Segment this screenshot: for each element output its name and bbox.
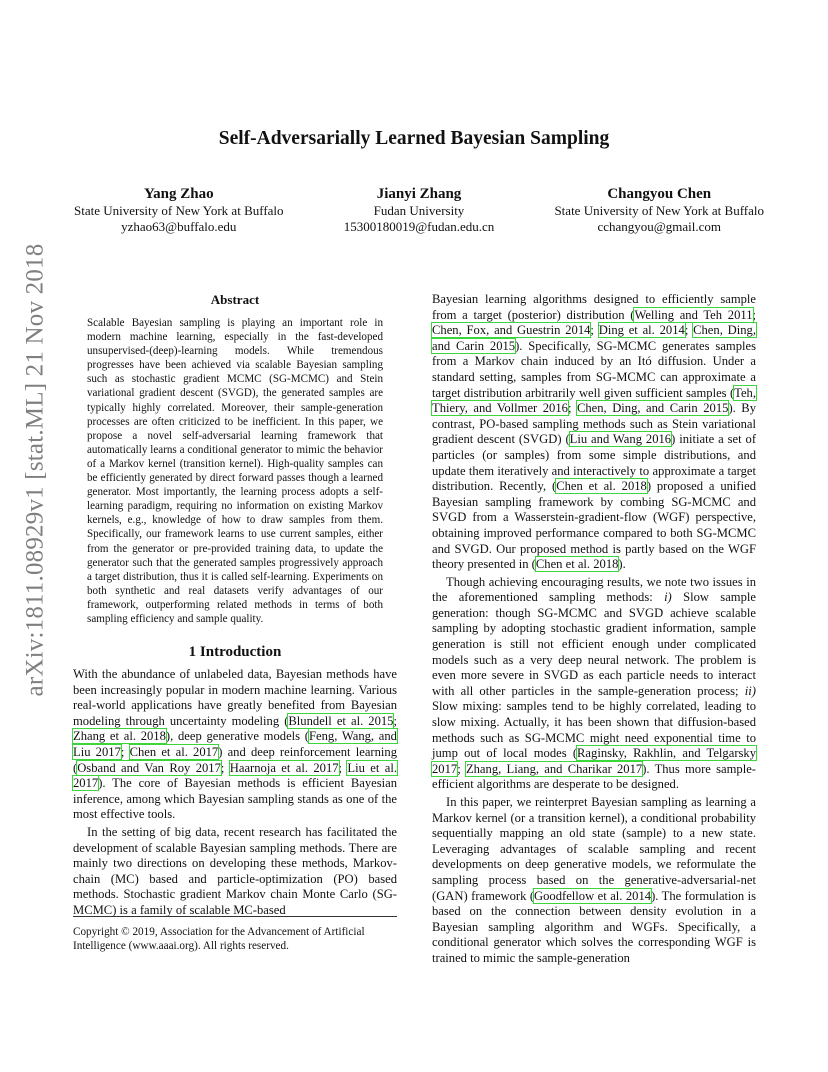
text: Bayesian learning algorithms designed to efficiently sample from a target (posterior) distribution ( [432, 292, 756, 322]
text: ). Specifically, SG-MCMC generates samples from a Markov chain induced by an Itó diffusion. Under a standard setting, samples from SG-MCMC can approximate a target distribution arbitrarily well given sufficient samples ( [432, 338, 756, 400]
arxiv-id: arXiv:1811.08929v1 [stat.ML] 21 Nov 2018 [21, 243, 48, 697]
citation-link[interactable]: Zhang, Liang, and Charikar 2017 [465, 761, 643, 776]
text: ), deep generative models ( [165, 729, 309, 744]
citation-link[interactable]: Haarnoja et al. 2017 [229, 760, 339, 775]
paper-title: Self-Adversarially Learned Bayesian Sampling [218, 128, 610, 149]
text: With the abundance of unlabeled data, Bayesian methods have been increasingly popular in modern machine learning. Various real-world applications have greatly benefited from Bayesian modeling through uncertainty modeling ( [73, 667, 397, 728]
left-column [73, 292, 397, 919]
citation-link[interactable]: Liu et al. 2017 [73, 760, 397, 791]
text: ). The formulation is based on the connection between density evolution in a Bayesian sampling algorithm and WGFs. Specifically, a conditional generator which solves the corresponding WGF is trained to mimic the sample-generation [432, 888, 756, 965]
text: ). The core of Bayesian methods is efficient Bayesian inference, among which Bayesian sampling stands as one of the most effective tools. [73, 776, 397, 822]
citation-link[interactable]: Ding et al. 2014 [598, 323, 685, 338]
text: ) proposed a unified Bayesian sampling framework by combing SG-MCMC and SVGD from a Wasserstein-gradient-flow (WGF) perspective, obtaining improved performance compared to both SG-MCMC and SVGD. Our proposed method is partly based on the WGF theory presented in ( [432, 479, 756, 572]
text: Slow sample generation: though SG-MCMC and SVGD achieve scalable sampling by adopting stochastic gradient information, sample generation is still not efficient enough under complicated models such as a very deep neural network. The problem is even more severe in SVGD as each particle needs to interact with all other particles in the sample-generation process; [432, 590, 756, 698]
text: ). Thus more sample-efficient algorithms are desperate to be designed. [432, 761, 756, 792]
citation-link[interactable]: Raginsky, Rakhlin, and Telgarsky 2017 [432, 746, 757, 776]
enum-marker: ii) [744, 683, 756, 698]
citation-link[interactable]: Welling and Teh 2011 [634, 307, 753, 322]
citation-link[interactable]: Feng, Wang, and Liu 2017 [73, 729, 397, 760]
text: ). By contrast, PO-based sampling methods such as Stein variational gradient descent (SVGD) ( [432, 401, 756, 447]
author-affiliation: Fudan University [373, 203, 465, 218]
citation-link[interactable]: Chen et al. 2018 [556, 479, 647, 494]
right-column [432, 292, 756, 967]
text: ; [220, 760, 230, 775]
text: ) and deep reinforcement learning ( [73, 745, 397, 775]
text: Slow mixing: samples tend to be highly correlated, leading to slow mixing. Actually, it has been shown that diffusion-based methods such as SG-MCMC might need exponential time to jump out of local modes ( [432, 699, 756, 761]
enum-marker: i) [664, 590, 672, 605]
copyright-footnote: Copyright © 2019, Association for the Advancement of Artificial Intelligence (www.aaai.org). All rights reserved. [73, 916, 397, 953]
intro-heading: 1 Introduction [188, 644, 282, 661]
author-affiliation: State University of New York at Buffalo [554, 203, 764, 218]
author-1 [74, 185, 284, 234]
intro-paragraph-1 [73, 667, 397, 823]
right-paragraph-2 [432, 575, 756, 793]
author-block [74, 185, 764, 234]
text: ; [120, 745, 130, 760]
author-email: cchangyou@gmail.com [597, 218, 721, 234]
abstract-heading: Abstract [210, 292, 260, 307]
citation-link[interactable]: Goodfellow et al. 2014 [534, 888, 652, 903]
citation-link[interactable]: Zhang et al. 2018 [73, 729, 166, 744]
citation-link[interactable]: Liu and Wang 2016 [569, 432, 672, 447]
right-paragraph-3 [432, 795, 756, 967]
text: In this paper, we reinterpret Bayesian sampling as learning a Markov kernel (or a transition kernel), a conditional probability sequentially mapping an old state (sample) to a new state. Leveraging advantages of scalable sampling and recent developments on deep generative models, we reformulate the sampling process based on the generative-adversarial-net (GAN) framework ( [432, 795, 756, 903]
author-name: Yang Zhao [143, 186, 214, 202]
text: ; [457, 761, 466, 776]
intro-paragraph-2: In the setting of big data, recent research has facilitated the development of scalable Bayesian sampling methods. There are mainly two directions on developing these methods, Markov-chain (MC) based and particle-optimization (PO) based methods. Stochastic gradient Markov chain Monte Carlo (SG-MCMC) is a family of scalable MC-based [73, 825, 397, 917]
text: ) initiate a set of particles (or samples) from some simple distributions, and update them iteratively and interactively to approximate a target distribution. Recently, ( [432, 432, 757, 494]
author-2 [344, 185, 495, 234]
citation-link[interactable]: Blundell et al. 2015 [288, 713, 394, 728]
text: ; [567, 401, 577, 416]
text: ; [393, 713, 397, 728]
abstract-text: Scalable Bayesian sampling is playing an important role in modern machine learning, especially in the fast-developed unsupervised-(deep)-learning models. While tremendous progresses have been achieved via scalable Bayesian sampling such as stochastic gradient MCMC (SG-MCMC) and Stein variational gradient descent (SVGD), the generated samples are typically highly correlated. Moreover, their sample-generation processes are often criticized to be inefficient. In this paper, we propose a novel self-adversarial learning framework that automatically learns a conditional generator to mimic the behavior of a Markov kernel (transition kernel). High-quality samples can be efficiently generated by direct forward passes though a learned generator. Most importantly, the learning process adopts a self-learning paradigm, requiring no information on existing Markov kernels, e.g., knowledge of how to draw samples from them. Specifically, our framework learns to use current samples, either from the generator or pre-provided training data, to update the generator such that the generated samples progressively approach a target distribution, thus it is called self-learning. Experiments on both synthetic and real datasets verify advantages of our framework, outperforming related methods in terms of both sampling efficiency and sample quality. [87, 317, 383, 625]
author-email: 15300180019@fudan.edu.cn [343, 218, 495, 234]
arxiv-stamp [18, 243, 52, 697]
citation-link[interactable]: Teh, Thiery, and Vollmer 2016 [432, 385, 756, 416]
text: ; [338, 760, 348, 775]
citation-link[interactable]: Chen et al. 2018 [535, 557, 619, 572]
citation-link[interactable]: Chen, Ding, and Carin 2015 [432, 323, 756, 353]
text: ; [684, 323, 694, 338]
citation-link[interactable]: Chen, Fox, and Guestrin 2014 [432, 323, 591, 338]
author-affiliation: State University of New York at Buffalo [74, 203, 284, 218]
right-paragraph-1 [432, 292, 756, 573]
citation-link[interactable]: Osband and Van Roy 2017 [77, 760, 221, 775]
text: Though achieving encouraging results, we note two issues in the aforementioned sampling methods: [432, 574, 756, 605]
citation-link[interactable]: Chen, Ding, and Carin 2015 [576, 401, 729, 416]
text: ). [618, 557, 626, 572]
author-name: Changyou Chen [607, 186, 712, 202]
author-name: Jianyi Zhang [376, 186, 462, 202]
text: ; [752, 307, 756, 322]
text: ; [590, 323, 599, 338]
author-email: yzhao63@buffalo.edu [121, 218, 237, 234]
author-3 [554, 185, 764, 234]
citation-link[interactable]: Chen et al. 2017 [129, 745, 219, 760]
